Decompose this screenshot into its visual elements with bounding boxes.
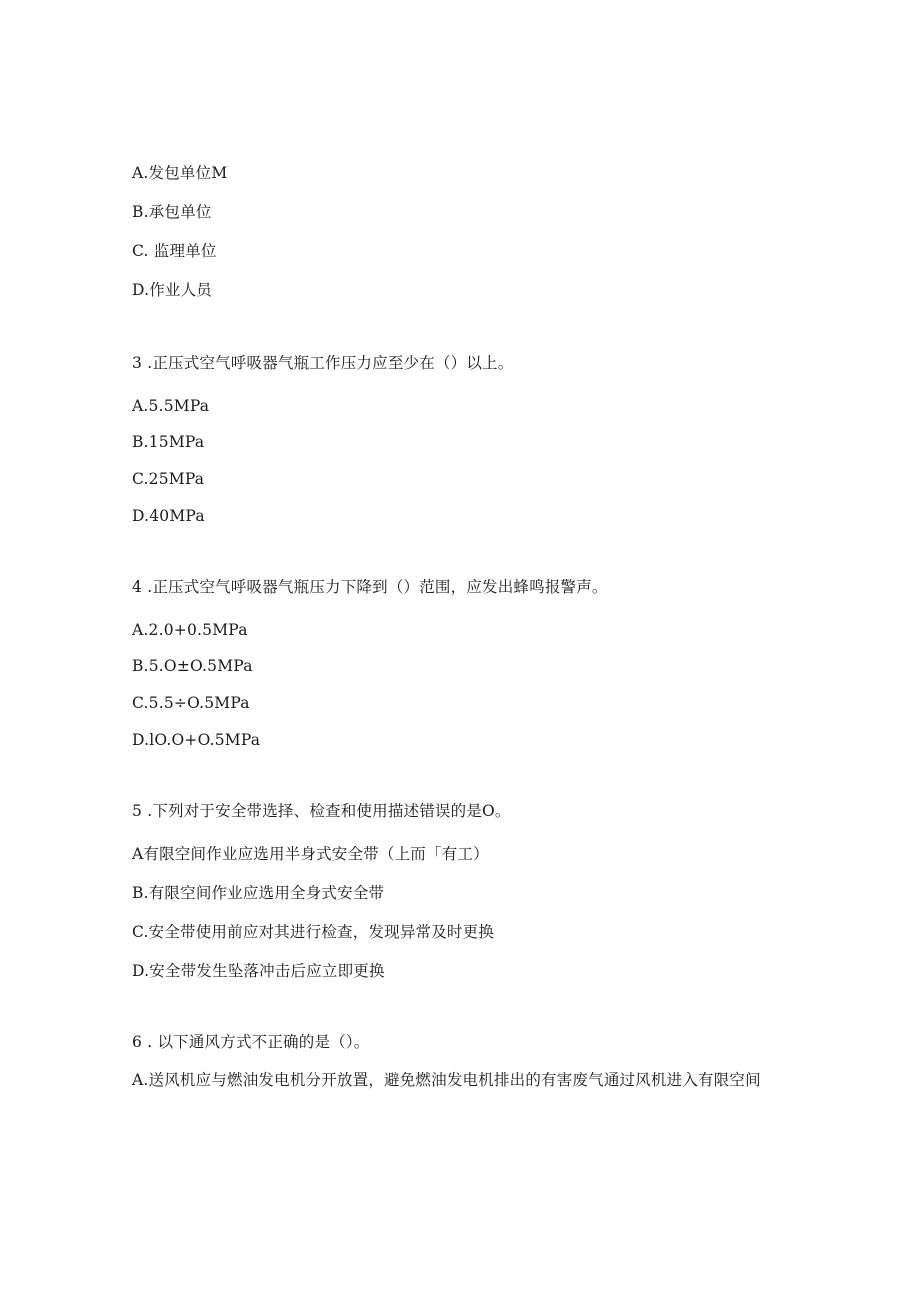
question-4-option-a: A.2.0+0.5MPa (132, 621, 248, 639)
question-5-option-b: B.有限空间作业应选用全身式安全带 (132, 884, 385, 902)
question-3-option-d: D.40MPa (132, 507, 205, 525)
question-5-option-d: D.安全带发生坠落冲击后应立即更换 (132, 962, 385, 980)
question-4-option-b: B.5.O±O.5MPa (132, 657, 253, 675)
question-6-stem: 6 . 以下通风方式不正确的是（）。 (132, 1033, 370, 1051)
question-3-stem: 3 .正压式空气呼吸器气瓶工作压力应至少在（）以上。 (132, 354, 514, 372)
question-5-option-a: A有限空间作业应选用半身式安全带（上而「有工） (132, 845, 489, 863)
option-d: D.作业人员 (132, 281, 213, 299)
question-6-option-a: A.送风机应与燃油发电机分开放置，避免燃油发电机排出的有害废气通过风机进入有限空间 (132, 1071, 761, 1089)
option-b: B.承包单位 (132, 203, 212, 221)
question-4-option-d: D.lO.O+O.5MPa (132, 731, 261, 749)
option-a: A.发包单位M (132, 164, 228, 182)
question-5-stem: 5 .下列对于安全带选择、检查和使用描述错误的是O。 (132, 802, 511, 820)
question-3-option-b: B.15MPa (132, 433, 205, 451)
question-3-option-c: C.25MPa (132, 470, 205, 488)
question-4-stem: 4 .正压式空气呼吸器气瓶压力下降到（）范围，应发出蜂鸣报警声。 (132, 578, 608, 596)
question-5-option-c: C.安全带使用前应对其进行检查，发现异常及时更换 (132, 923, 495, 941)
question-3-option-a: A.5.5MPa (132, 397, 210, 415)
option-c: C. 监理单位 (132, 242, 217, 260)
question-4-option-c: C.5.5÷O.5MPa (132, 694, 250, 712)
